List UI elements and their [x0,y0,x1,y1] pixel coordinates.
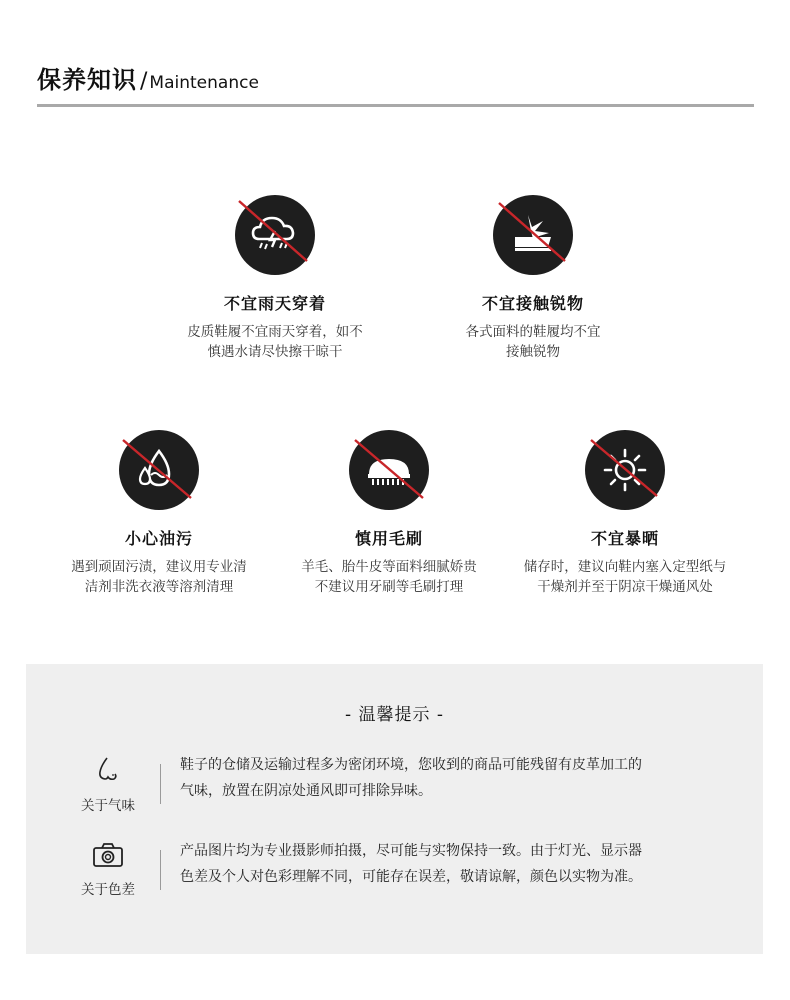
tip-divider [160,850,161,890]
care-description [515,557,735,597]
tip-text-line: 鞋子的仓储及运输过程多为密闭环境，您收到的商品可能残留有皮革加工的 [180,757,642,773]
care-title: 不宜暴晒 [590,529,659,548]
care-title: 不宜雨天穿着 [223,294,326,313]
tip-divider [160,764,161,804]
care-item-rain [165,195,385,362]
care-description-line: 接触锐物 [506,344,560,360]
nose-icon [93,756,123,784]
section-header [37,60,259,95]
tip-text [180,838,740,890]
stain-drop-icon [119,430,199,510]
page-title: 保养知识 [37,66,137,94]
care-description [279,557,499,597]
tip-text-line: 产品图片均为专业摄影师拍摄，尽可能与实物保持一致。由于灯光、显示器 [180,843,642,859]
tip-text-line: 色差及个人对色彩理解不同，可能存在误差，敬请谅解，颜色以实物为准。 [180,869,642,885]
page-subtitle: Maintenance [149,73,259,93]
care-description-line: 储存时，建议向鞋内塞入定型纸与 [523,559,727,575]
care-description-line: 干燥剂并至于阴凉干燥通风处 [537,579,713,595]
care-item-stain [49,430,269,597]
tip-text-line: 气味，放置在阴凉处通风即可排除异味。 [180,783,432,799]
tip-text [180,752,740,804]
header-divider [37,104,754,107]
care-description-line: 不建议用牙刷等毛刷打理 [314,579,464,595]
tip-label: 关于气味 [81,798,135,814]
sharp-object-icon [493,195,573,275]
care-title: 不宜接触锐物 [481,294,584,313]
care-description [423,322,643,362]
care-item-sun [515,430,735,597]
tips-panel [26,664,763,954]
care-description-line: 遇到顽固污渍，建议用专业清 [71,559,247,575]
care-item-sharp [423,195,643,362]
camera-icon [92,842,124,868]
care-description [49,557,269,597]
brush-icon [349,430,429,510]
care-title: 慎用毛刷 [354,529,423,548]
care-description-line: 皮质鞋履不宜雨天穿着，如不 [187,324,363,340]
care-description [165,322,385,362]
rain-icon [235,195,315,275]
care-description-line: 慎遇水请尽快擦干晾干 [207,344,343,360]
title-separator: / [140,69,148,94]
care-description-line: 羊毛、胎牛皮等面料细腻娇贵 [301,559,477,575]
care-item-brush [279,430,499,597]
tip-icon-block [68,842,148,898]
tips-title: - 温馨提示 - [344,705,445,725]
care-description-line: 洁剂非洗衣液等溶剂清理 [84,579,234,595]
sun-icon [585,430,665,510]
tip-icon-block [68,756,148,814]
care-description-line: 各式面料的鞋履均不宜 [465,324,601,340]
tip-label: 关于色差 [81,882,135,898]
care-title: 小心油污 [124,529,193,548]
